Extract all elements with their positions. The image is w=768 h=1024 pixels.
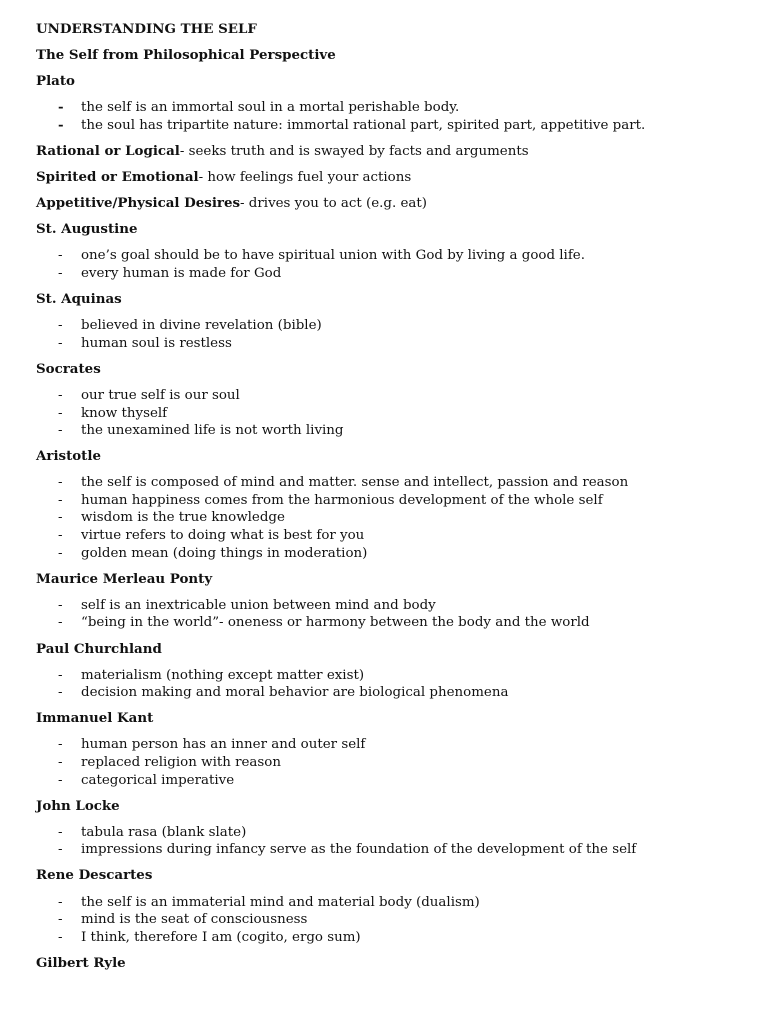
list-item bbox=[36, 545, 736, 563]
bullet-dash: - bbox=[58, 667, 63, 683]
definition-term: Appetitive/Physical Desires bbox=[36, 195, 241, 212]
list-item-text: human soul is restless bbox=[81, 335, 232, 351]
bullet-list-st-augustine bbox=[36, 247, 736, 282]
bullet-dash: - bbox=[58, 492, 63, 508]
list-item bbox=[36, 99, 736, 117]
list-item-text: replaced religion with reason bbox=[81, 755, 281, 770]
definition-term: Spirited or Emotional bbox=[36, 169, 199, 186]
list-item bbox=[36, 614, 736, 632]
bullet-dash: - bbox=[58, 116, 64, 133]
bullet-list-aristotle bbox=[36, 474, 736, 562]
list-item-text: wisdom is the true knowledge bbox=[81, 510, 285, 526]
section-heading-paul-churchland: Paul Churchland bbox=[36, 640, 162, 657]
section-heading-gilbert-ryle: Gilbert Ryle bbox=[36, 954, 126, 971]
list-item bbox=[36, 841, 736, 859]
section-heading-st-aquinas: St. Aquinas bbox=[36, 291, 122, 308]
bullet-dash: - bbox=[58, 615, 63, 631]
list-item bbox=[36, 772, 736, 790]
list-item bbox=[36, 247, 736, 265]
bullet-list-plato bbox=[36, 99, 736, 134]
list-item-text: one’s goal should be to have spiritual union with God by living a good life. bbox=[81, 248, 585, 264]
bullet-dash: - bbox=[58, 387, 63, 403]
definition-term: Rational or Logical bbox=[36, 142, 180, 159]
list-item bbox=[36, 474, 736, 492]
bullet-dash: - bbox=[58, 755, 63, 770]
list-item-text: virtue refers to doing what is best for you bbox=[81, 528, 365, 544]
section-heading-plato: Plato bbox=[36, 73, 75, 90]
bullet-dash: - bbox=[58, 248, 63, 264]
bullet-dash: - bbox=[58, 265, 63, 281]
list-item bbox=[36, 117, 736, 135]
list-item bbox=[36, 911, 736, 929]
bullet-dash: - bbox=[58, 318, 63, 334]
definition-text: - drives you to act (e.g. eat) bbox=[240, 196, 428, 212]
bullet-list-immanuel-kant bbox=[36, 736, 736, 789]
list-item-text: “being in the world”- oneness or harmony between the body and the world bbox=[81, 615, 590, 631]
bullet-dash: - bbox=[58, 335, 63, 351]
sections-container bbox=[36, 73, 736, 972]
section-heading-st-augustine: St. Augustine bbox=[36, 221, 138, 238]
list-item bbox=[36, 335, 736, 353]
list-item bbox=[36, 754, 736, 772]
bullet-dash: - bbox=[58, 912, 63, 928]
list-item bbox=[36, 684, 736, 702]
definition-appetitive-physical-desires bbox=[36, 195, 736, 213]
list-item-text: the soul has tripartite nature: immortal rational part, spirited part, appetitive part. bbox=[81, 117, 646, 133]
list-item-text: self is an inextricable union between mind and body bbox=[81, 597, 436, 613]
bullet-dash: - bbox=[58, 824, 63, 840]
definition-text: - seeks truth and is swayed by facts and arguments bbox=[179, 143, 529, 159]
section-heading-socrates: Socrates bbox=[36, 360, 101, 377]
section-heading-john-locke: John Locke bbox=[36, 797, 120, 814]
list-item bbox=[36, 929, 736, 947]
document-title: UNDERSTANDING THE SELF bbox=[36, 21, 257, 37]
list-item-text: believed in divine revelation (bible) bbox=[81, 318, 322, 334]
list-item-text: the unexamined life is not worth living bbox=[81, 423, 344, 439]
list-item bbox=[36, 824, 736, 842]
document-page bbox=[36, 21, 736, 981]
bullet-dash: - bbox=[58, 423, 63, 439]
list-item-text: our true self is our soul bbox=[81, 387, 240, 403]
section-heading-immanuel-kant: Immanuel Kant bbox=[36, 710, 154, 727]
bullet-list-maurice-merleau-ponty bbox=[36, 597, 736, 632]
list-item bbox=[36, 894, 736, 912]
list-item bbox=[36, 265, 736, 283]
list-item bbox=[36, 597, 736, 615]
list-item bbox=[36, 387, 736, 405]
list-item bbox=[36, 667, 736, 685]
list-item bbox=[36, 422, 736, 440]
list-item-text: human person has an inner and outer self bbox=[81, 737, 366, 753]
definition-rational-or-logical bbox=[36, 143, 736, 161]
bullet-dash: - bbox=[58, 405, 63, 421]
bullet-dash: - bbox=[58, 597, 63, 613]
bullet-dash: - bbox=[58, 737, 63, 753]
list-item-text: impressions during infancy serve as the foundation of the development of the self bbox=[81, 842, 637, 858]
list-item-text: tabula rasa (blank slate) bbox=[81, 824, 247, 840]
bullet-list-john-locke bbox=[36, 824, 736, 859]
bullet-dash: - bbox=[58, 99, 64, 116]
list-item-text: I think, therefore I am (cogito, ergo sum) bbox=[81, 929, 361, 945]
section-heading-rene-descartes: Rene Descartes bbox=[36, 867, 153, 884]
list-item bbox=[36, 527, 736, 545]
list-item-text: categorical imperative bbox=[81, 772, 235, 788]
bullet-dash: - bbox=[58, 772, 63, 788]
bullet-dash: - bbox=[58, 894, 63, 910]
bullet-dash: - bbox=[58, 842, 63, 858]
list-item-text: human happiness comes from the harmonious development of the whole self bbox=[81, 492, 603, 508]
list-item bbox=[36, 405, 736, 423]
bullet-list-rene-descartes bbox=[36, 894, 736, 947]
bullet-dash: - bbox=[58, 475, 63, 491]
section-heading-maurice-merleau-ponty: Maurice Merleau Ponty bbox=[36, 570, 213, 587]
section-heading-aristotle: Aristotle bbox=[36, 448, 101, 465]
list-item-text: know thyself bbox=[81, 405, 168, 421]
list-item-text: mind is the seat of consciousness bbox=[81, 912, 308, 928]
list-item-text: materialism (nothing except matter exist) bbox=[81, 667, 365, 683]
bullet-list-st-aquinas bbox=[36, 317, 736, 352]
list-item-text: golden mean (doing things in moderation) bbox=[81, 545, 368, 561]
bullet-dash: - bbox=[58, 685, 63, 701]
list-item-text: the self is an immaterial mind and material body (dualism) bbox=[81, 894, 480, 910]
document-subtitle: The Self from Philosophical Perspective bbox=[36, 47, 336, 64]
bullet-dash: - bbox=[58, 510, 63, 526]
list-item bbox=[36, 317, 736, 335]
bullet-dash: - bbox=[58, 929, 63, 945]
bullet-dash: - bbox=[58, 545, 63, 561]
list-item bbox=[36, 509, 736, 527]
definition-text: - how feelings fuel your actions bbox=[198, 170, 412, 186]
list-item-text: decision making and moral behavior are biological phenomena bbox=[81, 685, 509, 701]
bullet-list-socrates bbox=[36, 387, 736, 440]
list-item-text: the self is composed of mind and matter. sense and intellect, passion and reason bbox=[81, 475, 629, 491]
bullet-list-paul-churchland bbox=[36, 667, 736, 702]
list-item bbox=[36, 736, 736, 754]
list-item-text: the self is an immortal soul in a mortal perishable body. bbox=[81, 100, 460, 116]
list-item bbox=[36, 492, 736, 510]
definition-spirited-or-emotional bbox=[36, 169, 736, 187]
list-item-text: every human is made for God bbox=[81, 265, 282, 281]
bullet-dash: - bbox=[58, 528, 63, 544]
